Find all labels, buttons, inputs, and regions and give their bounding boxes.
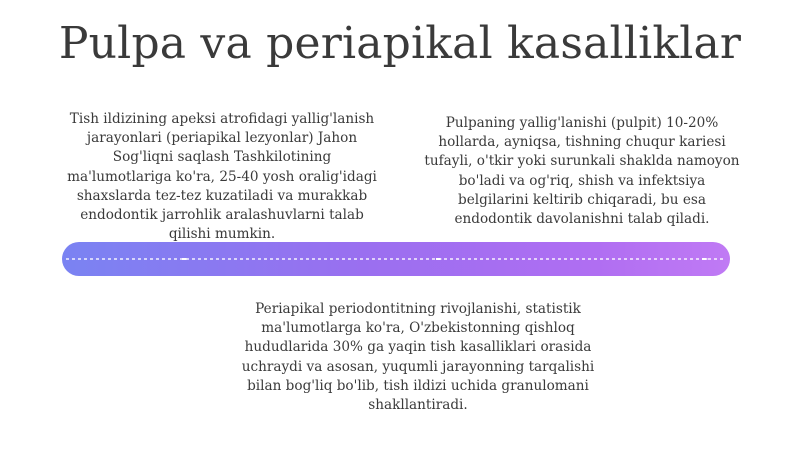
text-block-bottom: Periapikal periodontitning rivojlanishi, statistik ma'lumotlarga ko'ra, O'zbekistonning qishloq hududlarida 30% ga yaqin tish kasalliklari orasida uchraydi va asosan, yuqumli jarayonning tarqalishi bilan bog'liq bo'lib, tish ildizi uchida granulomani shakllantiradi. <box>241 301 595 414</box>
slide-title: Pulpa va periapikal kasalliklar <box>58 18 742 69</box>
text-block-right: Pulpaning yallig'lanishi (pulpit) 10-20% hollarda, ayniqsa, tishning chuqur kariesi tufayli, o'tkir yoki surunkali shaklda namoyon bo'ladi va og'riq, shish va infektsiya belgilarini keltirib chiqaradi, bu esa endodontik davolanishni talab qiladi. <box>424 115 740 228</box>
text-block-left: Tish ildizining apeksi atrofidagi yallig'lanish jarayonlari (periapikal lezyonlar) Jahon Sog'liqni saqlash Tashkilotining ma'lumotlariga ko'ra, 25-40 yosh oralig'idagi shaxslarda tez-tez kuzatiladi va murakkab endodontik jarrohlik aralashuvlarni talab qilishi mumkin. <box>67 111 377 243</box>
timeline-dashed-line <box>62 258 730 260</box>
